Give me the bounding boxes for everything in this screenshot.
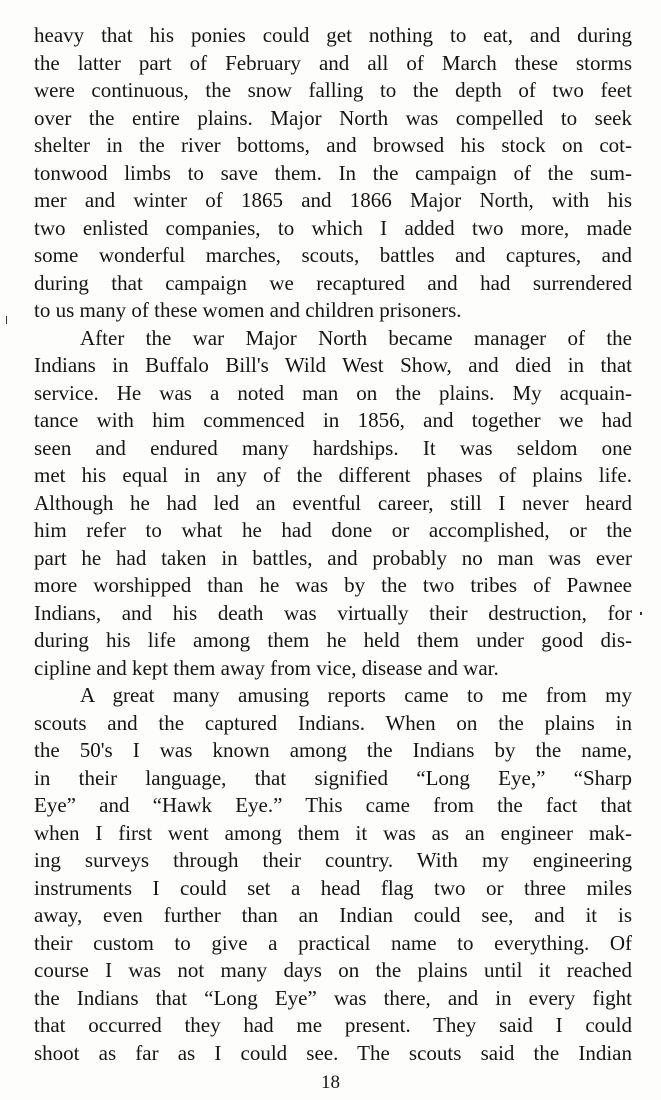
body-text (34, 22, 632, 1067)
text-line: away, even further than an Indian could see, and it is (34, 903, 632, 927)
text-line: during that campaign we recaptured and had surrendered (34, 270, 632, 295)
text-line: were continuous, the snow falling to the depth of two feet (34, 78, 632, 102)
text-line: two enlisted companies, to which I added two more, made (34, 215, 632, 240)
text-line: ing surveys through their country. With my engineering (34, 848, 632, 872)
text-line: tance with him commenced in 1856, and together we had (34, 408, 632, 432)
text-line: when I first went among them it was as an engineer mak- (34, 820, 632, 845)
text-line: instruments I could set a head flag two or three miles (34, 875, 632, 900)
text-line: shoot as far as I could see. The scouts said the Indian (34, 1040, 632, 1065)
text-line: After the war Major North became manager of the (80, 325, 632, 350)
text-line: A great many amusing reports came to me from my (80, 683, 632, 707)
text-line: the Indians that “Long Eye” was there, and in every fight (34, 985, 632, 1010)
text-line: the latter part of February and all of March these storms (34, 50, 632, 75)
scan-speck (6, 316, 7, 324)
text-line: over the entire plains. Major North was compelled to seek (34, 105, 632, 130)
text-line: met his equal in any of the different phases of plains life. (34, 463, 632, 487)
text-line: that occurred they had me present. They said I could (34, 1013, 632, 1037)
text-line: more worshipped than he was by the two tribes of Pawnee (34, 573, 632, 597)
paragraph (34, 22, 632, 325)
text-line: in their language, that signified “Long Eye,” “Sharp (34, 765, 632, 790)
text-line: seen and endured many hardships. It was seldom one (34, 435, 632, 460)
text-line: Although he had led an eventful career, still I never heard (34, 490, 632, 515)
text-line: heavy that his ponies could get nothing to eat, and during (34, 23, 632, 47)
text-line: part he had taken in battles, and probably no man was ever (34, 545, 632, 570)
scan-speck (640, 612, 642, 615)
text-line: service. He was a noted man on the plains. My acquain- (34, 380, 632, 405)
text-line: Indians in Buffalo Bill's Wild West Show, and died in that (34, 353, 632, 377)
text-line: scouts and the captured Indians. When on the plains in (34, 710, 632, 735)
text-line: shelter in the river bottoms, and browsed his stock on cot- (34, 133, 632, 157)
text-line: course I was not many days on the plains until it reached (34, 958, 632, 982)
paragraph (34, 682, 632, 1067)
text-line: Indians, and his death was virtually their destruction, for (34, 600, 632, 625)
text-line: during his life among them he held them under good dis- (34, 628, 632, 652)
paragraph (34, 325, 632, 683)
text-line: him refer to what he had done or accomplished, or the (34, 518, 632, 542)
text-line: to us many of these women and children prisoners. (34, 298, 462, 322)
text-line: mer and winter of 1865 and 1866 Major North, with his (34, 188, 632, 212)
text-line: Eye” and “Hawk Eye.” This came from the fact that (34, 793, 632, 817)
text-line: the 50's I was known among the Indians by the name, (34, 738, 632, 762)
page-number: 18 (321, 1072, 340, 1093)
text-line: cipline and kept them away from vice, disease and war. (34, 655, 499, 680)
text-line: some wonderful marches, scouts, battles and captures, and (34, 243, 632, 267)
text-line: tonwood limbs to save them. In the campaign of the sum- (34, 160, 632, 185)
text-line: their custom to give a practical name to everything. Of (34, 930, 632, 955)
